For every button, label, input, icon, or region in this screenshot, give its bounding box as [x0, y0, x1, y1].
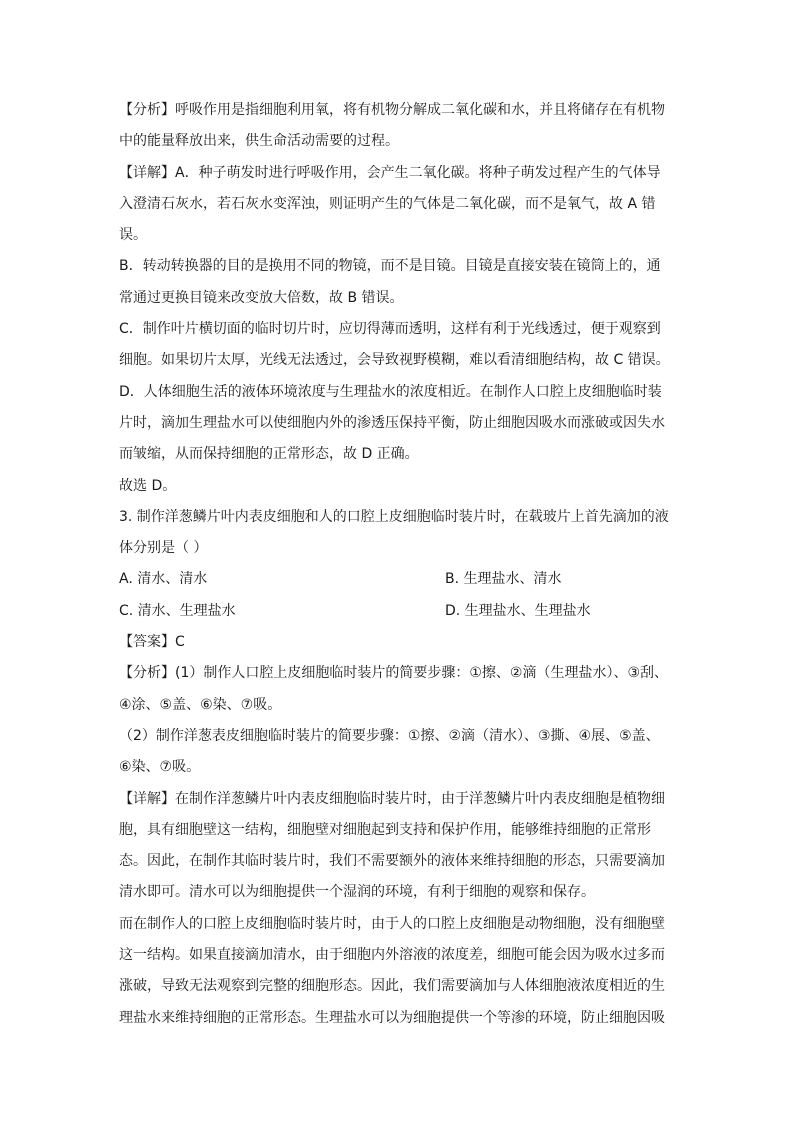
detail-line: 态。因此，在制作其临时装片时，我们不需要额外的液体来维持细胞的形态，只需要滴加	[119, 853, 665, 870]
detail-line: 入澄清石灰水，若石灰水变浑浊，则证明产生的气体是二氧化碳，而不是氧气，故 A 错	[119, 195, 656, 212]
detail-line: 【详解】A．种子萌发时进行呼吸作用，会产生二氧化碳。将种子萌发过程产生的气体导	[119, 164, 661, 181]
detail-line: 而在制作人的口腔上皮细胞临时装片时，由于人的口腔上皮细胞是动物细胞，没有细胞壁	[119, 915, 665, 932]
detail-line: 清水即可。清水可以为细胞提供一个湿润的环境，有利于细胞的观察和保存。	[119, 884, 595, 901]
detail-line: 理盐水来维持细胞的正常形态。生理盐水可以为细胞提供一个等渗的环境，防止细胞因吸	[119, 1009, 665, 1026]
analysis-line: ④涂、⑤盖、⑥染、⑦吸。	[119, 696, 282, 713]
option-row	[119, 601, 679, 632]
detail-line: 这一结构。如果直接滴加清水，由于细胞内外溶液的浓度差，细胞可能会因为吸水过多而	[119, 947, 665, 964]
analysis-line: 【分析】(1）制作人口腔上皮细胞临时装片的简要步骤：①擦、②滴（生理盐水）、③刮、	[119, 665, 669, 682]
question-stem-line: 体分别是（ ）	[119, 540, 208, 557]
answer-line: 【答案】C	[119, 634, 185, 651]
option-b: B. 生理盐水、清水	[445, 571, 562, 588]
detail-line: 而皱缩，从而保持细胞的正常形态，故 D 正确。	[119, 446, 419, 463]
document-content	[119, 100, 679, 1039]
analysis-line: ⑥染、⑦吸。	[119, 759, 201, 776]
option-c: C. 清水、生理盐水	[119, 602, 236, 619]
option-d: D. 生理盐水、生理盐水	[445, 602, 591, 619]
analysis-line: 【分析】呼吸作用是指细胞利用氧，将有机物分解成二氧化碳和水，并且将储存在有机物	[119, 102, 665, 118]
detail-line: B．转动转换器的目的是换用不同的物镜，而不是目镜。目镜是直接安装在镜筒上的，通	[119, 258, 661, 275]
detail-line: 【详解】在制作洋葱鳞片叶内表皮细胞临时装片时，由于洋葱鳞片叶内表皮细胞是植物细	[119, 790, 665, 807]
option-row	[119, 569, 679, 600]
detail-line: D．人体细胞生活的液体环境浓度与生理盐水的浓度相近。在制作人口腔上皮细胞临时装	[119, 383, 662, 400]
detail-line: 误。	[119, 227, 147, 244]
option-a: A. 清水、清水	[119, 571, 208, 588]
detail-line: 涨破，导致无法观察到完整的细胞形态。因此，我们需要滴加与人体细胞液浓度相近的生	[119, 978, 665, 995]
detail-line: 片时，滴加生理盐水可以使细胞内外的渗透压保持平衡，防止细胞因吸水而涨破或因失水	[119, 414, 665, 431]
analysis-line: （2）制作洋葱表皮细胞临时装片的简要步骤：①擦、②滴（清水）、③撕、④展、⑤盖、	[119, 727, 660, 744]
detail-line: 故选 D。	[119, 477, 177, 494]
detail-line: C．制作叶片横切面的临时切片时，应切得薄而透明，这样有利于光线透过，便于观察到	[119, 321, 661, 338]
detail-line: 常通过更换目镜来改变放大倍数，故 B 错误。	[119, 289, 404, 306]
detail-line: 胞，具有细胞壁这一结构，细胞壁对细胞起到支持和保护作用，能够维持细胞的正常形	[119, 821, 651, 838]
question-stem-line: 3. 制作洋葱鳞片叶内表皮细胞和人的口腔上皮细胞临时装片时，在载玻片上首先滴加的液	[119, 508, 669, 525]
analysis-line: 中的能量释放出来，供生命活动需要的过程。	[119, 133, 399, 150]
detail-line: 细胞。如果切片太厚，光线无法透过，会导致视野模糊，难以看清细胞结构，故 C 错误。	[119, 352, 670, 369]
